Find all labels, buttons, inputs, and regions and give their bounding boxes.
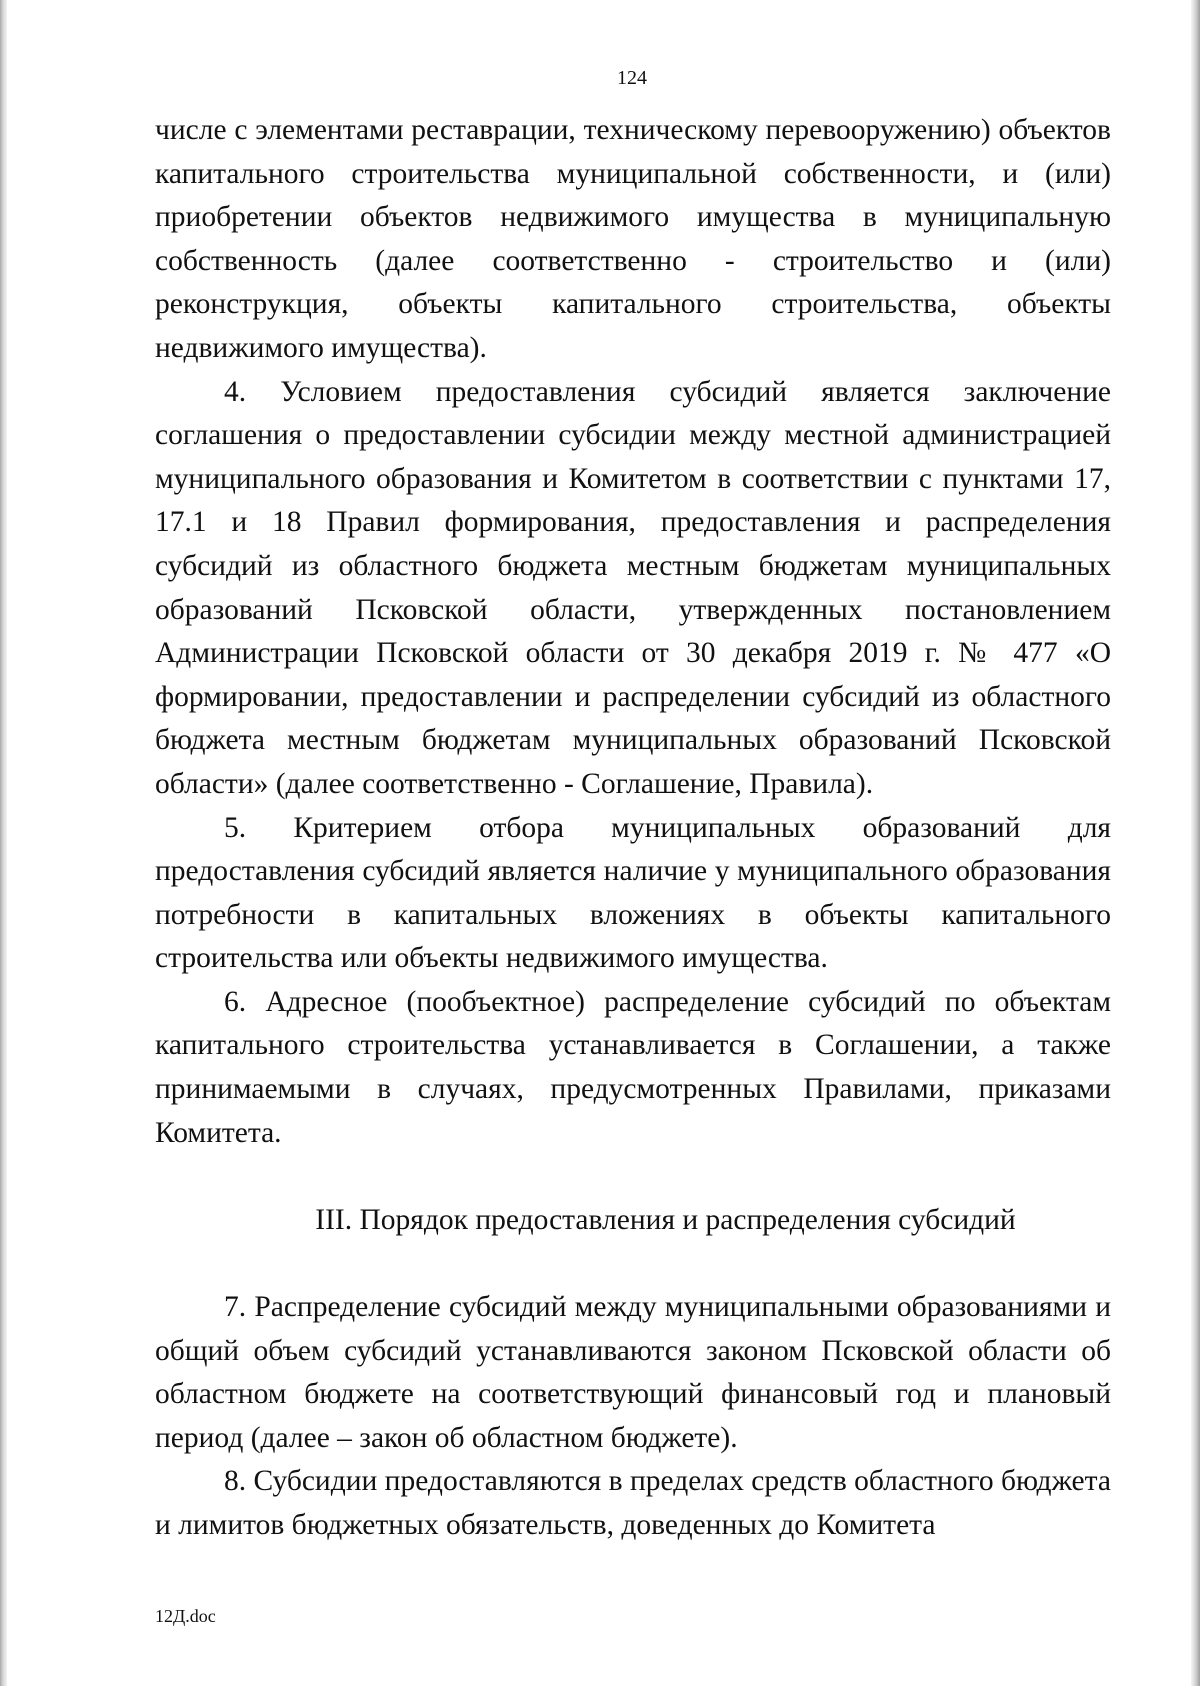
scan-edge-left <box>0 0 7 1686</box>
scan-edge-right <box>1191 0 1200 1686</box>
section-spacer-top <box>155 1155 1111 1199</box>
paragraph-4: 4. Условием предоставления субсидий является заключение соглашения о предоставлении субсидии между местной администрацией муниципального образования и Комитетом в соответствии с пунктами 17, 17.1 и 18 Правил формирования, предоставления и распределения субсидий из областного бюджета местным бюджетам муниципальных образований Псковской области, утвержденных постановлением Администрации Псковской области от 30 декабря 2019 г. № 477 «О формировании, предоставлении и распределении субсидий из областного бюджета местным бюджетам муниципальных образований Псковской области» (далее соответственно - Соглашение, Правила). <box>155 375 1111 800</box>
section-spacer-bottom <box>155 1242 1111 1286</box>
footer-filename: 12Д.doc <box>155 1606 216 1626</box>
section-heading: III. Порядок предоставления и распределения субсидий <box>315 1203 1016 1236</box>
paragraph-5: 5. Критерием отбора муниципальных образований для предоставления субсидий является наличие у муниципального образования потребности в капитальных вложениях в объекты капитального строительства или объекты недвижимого имущества. <box>155 811 1111 975</box>
paragraph-7: 7. Распределение субсидий между муниципальными образованиями и общий объем субсидий устанавливаются законом Псковской области об областном бюджете на соответствующий финансовый год и плановый период (далее – закон об областном бюджете). <box>155 1291 1111 1454</box>
document-body <box>155 109 1111 1548</box>
paragraph-6: 6. Адресное (пообъектное) распределение субсидий по объектам капитального строительства устанавливается в Соглашении, а также принимаемыми в случаях, предусмотренных Правилами, приказами Комитета. <box>155 985 1111 1149</box>
paragraph-8: 8. Субсидии предоставляются в пределах средств областного бюджета и лимитов бюджетных обязательств, доведенных до Комитета <box>155 1465 1111 1541</box>
paragraph-3-continuation: числе с элементами реставрации, техническому перевооружению) объектов капитального строительства муниципальной собственности, и (или) приобретении объектов недвижимого имущества в муниципальную собственность (далее соответственно - строительство и (или) реконструкция, объекты капитального строительства, объекты недвижимого имущества). <box>155 114 1111 364</box>
page-number: 124 <box>617 67 647 89</box>
